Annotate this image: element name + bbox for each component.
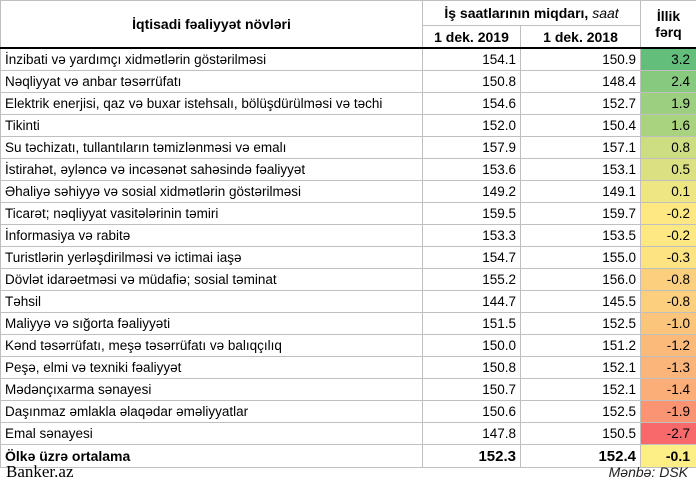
header-row-top: [1, 1, 696, 26]
value-2019-cell: 154.7: [423, 247, 521, 269]
value-2018-cell: 150.4: [521, 115, 641, 137]
value-2019-cell: 150.8: [423, 357, 521, 379]
value-2018-cell: 148.4: [521, 71, 641, 93]
header-diff-line2: fərq: [655, 24, 682, 40]
activity-cell: İstirahət, əyləncə və incəsənət sahəsində fəaliyyət: [1, 159, 423, 181]
table-row: [1, 203, 696, 225]
header-hours-unit: saat: [592, 5, 619, 21]
activity-cell: Ticarət; nəqliyyat vasitələrinin təmiri: [1, 203, 423, 225]
total-2018: 152.4: [521, 445, 641, 468]
annual-diff-cell: -0.3: [641, 247, 696, 269]
value-2019-cell: 154.6: [423, 93, 521, 115]
value-2018-cell: 152.1: [521, 357, 641, 379]
annual-diff-cell: -1.0: [641, 313, 696, 335]
total-2019: 152.3: [423, 445, 521, 468]
value-2019-cell: 152.0: [423, 115, 521, 137]
table-row: [1, 137, 696, 159]
annual-diff-cell: -0.8: [641, 291, 696, 313]
value-2019-cell: 153.3: [423, 225, 521, 247]
header-2019: 1 dek. 2019: [423, 26, 521, 49]
annual-diff-cell: 1.9: [641, 93, 696, 115]
total-label: Ölkə üzrə ortalama: [1, 445, 423, 468]
value-2019-cell: 151.5: [423, 313, 521, 335]
annual-diff-cell: 2.4: [641, 71, 696, 93]
source-note: Mənbə: DSK: [608, 464, 688, 480]
activity-cell: Əhaliyə səhiyyə və sosial xidmətlərin göstərilməsi: [1, 181, 423, 203]
value-2019-cell: 159.5: [423, 203, 521, 225]
annual-diff-cell: 3.2: [641, 48, 696, 71]
table-row: [1, 379, 696, 401]
table-row: [1, 247, 696, 269]
value-2019-cell: 144.7: [423, 291, 521, 313]
value-2018-cell: 150.9: [521, 48, 641, 71]
activity-cell: Nəqliyyat və anbar təsərrüfatı: [1, 71, 423, 93]
activity-cell: Peşə, elmi və texniki fəaliyyət: [1, 357, 423, 379]
activity-cell: İnformasiya və rabitə: [1, 225, 423, 247]
annual-diff-cell: 1.6: [641, 115, 696, 137]
table-row: [1, 313, 696, 335]
activity-cell: Daşınmaz əmlakla əlaqədar əməliyyatlar: [1, 401, 423, 423]
table-row: [1, 71, 696, 93]
table-row: [1, 291, 696, 313]
value-2018-cell: 159.7: [521, 203, 641, 225]
value-2018-cell: 157.1: [521, 137, 641, 159]
annual-diff-cell: -2.7: [641, 423, 696, 445]
table-row: [1, 181, 696, 203]
header-annual-diff: [641, 1, 696, 49]
value-2018-cell: 152.7: [521, 93, 641, 115]
activity-cell: Kənd təsərrüfatı, meşə təsərrüfatı və balıqçılıq: [1, 335, 423, 357]
annual-diff-cell: -0.8: [641, 269, 696, 291]
header-activity: İqtisadi fəaliyyət növləri: [1, 1, 423, 49]
table-row: [1, 269, 696, 291]
header-hours-label: İş saatlarının miqdarı,: [444, 5, 589, 21]
table-row: [1, 225, 696, 247]
value-2018-cell: 155.0: [521, 247, 641, 269]
activity-cell: Emal sənayesi: [1, 423, 423, 445]
annual-diff-cell: -1.4: [641, 379, 696, 401]
value-2019-cell: 150.7: [423, 379, 521, 401]
value-2018-cell: 151.2: [521, 335, 641, 357]
table-row: [1, 423, 696, 445]
annual-diff-cell: 0.5: [641, 159, 696, 181]
table-row: [1, 159, 696, 181]
value-2018-cell: 152.1: [521, 379, 641, 401]
activity-cell: Dövlət idarəetməsi və müdafiə; sosial təminat: [1, 269, 423, 291]
value-2018-cell: 153.1: [521, 159, 641, 181]
brand-logo-text: Banker.az: [6, 462, 74, 481]
value-2018-cell: 145.5: [521, 291, 641, 313]
activity-cell: İnzibati və yardımçı xidmətlərin göstərilməsi: [1, 48, 423, 71]
annual-diff-cell: -1.9: [641, 401, 696, 423]
value-2019-cell: 150.8: [423, 71, 521, 93]
annual-diff-cell: -0.2: [641, 225, 696, 247]
activity-cell: Elektrik enerjisi, qaz və buxar istehsalı, bölüşdürülməsi və təchi: [1, 93, 423, 115]
header-diff-line1: İllik: [656, 8, 681, 24]
table-row: [1, 401, 696, 423]
footer: [0, 458, 696, 484]
value-2019-cell: 147.8: [423, 423, 521, 445]
value-2018-cell: 150.5: [521, 423, 641, 445]
annual-diff-cell: -0.2: [641, 203, 696, 225]
value-2019-cell: 153.6: [423, 159, 521, 181]
activity-cell: Turistlərin yerləşdirilməsi və ictimai iaşə: [1, 247, 423, 269]
activity-cell: Təhsil: [1, 291, 423, 313]
value-2018-cell: 152.5: [521, 313, 641, 335]
annual-diff-cell: -1.2: [641, 335, 696, 357]
value-2018-cell: 152.5: [521, 401, 641, 423]
value-2019-cell: 150.6: [423, 401, 521, 423]
value-2018-cell: 156.0: [521, 269, 641, 291]
value-2018-cell: 153.5: [521, 225, 641, 247]
value-2019-cell: 154.1: [423, 48, 521, 71]
table-row: [1, 335, 696, 357]
total-diff: -0.1: [641, 445, 696, 468]
value-2018-cell: 149.1: [521, 181, 641, 203]
value-2019-cell: 157.9: [423, 137, 521, 159]
annual-diff-cell: 0.1: [641, 181, 696, 203]
table-row: [1, 48, 696, 71]
activity-cell: Su təchizatı, tullantıların təmizlənməsi və emalı: [1, 137, 423, 159]
activity-cell: Maliyyə və sığorta fəaliyyəti: [1, 313, 423, 335]
table-row: [1, 115, 696, 137]
header-hours: [423, 1, 641, 26]
value-2019-cell: 149.2: [423, 181, 521, 203]
annual-diff-cell: 0.8: [641, 137, 696, 159]
value-2019-cell: 155.2: [423, 269, 521, 291]
value-2019-cell: 150.0: [423, 335, 521, 357]
table-row: [1, 93, 696, 115]
activity-cell: Tikinti: [1, 115, 423, 137]
annual-diff-cell: -1.3: [641, 357, 696, 379]
table-body: [1, 48, 696, 445]
table-row: [1, 357, 696, 379]
header-2018: 1 dek. 2018: [521, 26, 641, 49]
activity-cell: Mədənçıxarma sənayesi: [1, 379, 423, 401]
